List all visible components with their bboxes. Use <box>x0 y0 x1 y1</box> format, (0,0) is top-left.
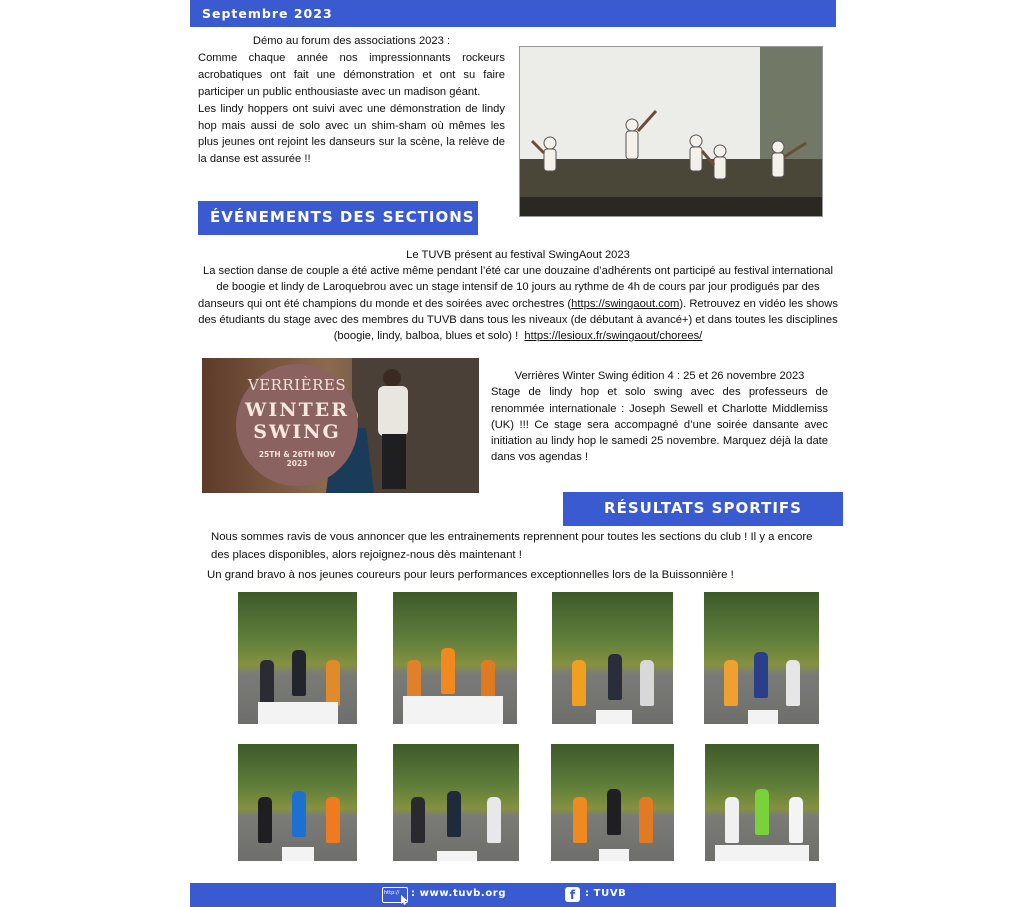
events-section-title-text: ÉVÉNEMENTS DES SECTIONS <box>210 208 475 226</box>
winter-swing-poster <box>202 358 479 493</box>
winter-swing-article <box>491 368 828 466</box>
web-icon <box>382 887 408 903</box>
poster-title-line-2: WINTER <box>244 399 349 421</box>
podium-photo <box>238 592 357 724</box>
winter-heading: Verrières Winter Swing édition 4 : 25 et 26 novembre 2023 <box>514 370 805 382</box>
poster-title-line-3: SWING <box>253 421 341 443</box>
podium-photo <box>393 592 517 724</box>
poster-badge <box>236 364 358 486</box>
header-banner <box>190 0 836 27</box>
forum-article <box>198 33 505 168</box>
header-month: Septembre 2023 <box>202 6 333 21</box>
results-section-title <box>563 492 843 526</box>
forum-paragraph-2: Les lindy hoppers ont suivi avec une démonstration de lindy hop mais aussi de solo avec un shim-sham où mêmes les plus jeunes ont rejoint les danseurs sur la scène, la relève de la danse est assurée !! <box>198 102 505 166</box>
swingout-article <box>198 247 838 344</box>
events-section-title <box>198 201 478 235</box>
web-icon-label: http:// <box>384 890 400 896</box>
results-section-title-text: RÉSULTATS SPORTIFS <box>604 499 802 517</box>
swingaout-link[interactable]: https://swingaout.com <box>571 297 680 310</box>
training-announcement: Nous sommes ravis de vous annoncer que les entrainements reprennent pour toutes les sections du club ! Il y a encore des places disponibles, alors rejoignez-nous dès maintenant ! <box>211 531 813 561</box>
podium-photo <box>393 744 519 861</box>
poster-title-line-1: VERRIÈRES <box>247 376 347 394</box>
podium-photo <box>552 592 673 724</box>
podium-photo <box>704 592 819 724</box>
forum-demo-illustration <box>520 47 823 217</box>
podium-photo <box>238 744 357 861</box>
forum-demo-photo <box>519 46 823 217</box>
facebook-icon: f <box>565 887 580 902</box>
podium-photo <box>705 744 819 861</box>
swingout-body-1: La section danse de couple a été active même pendant l’été car une douzaine d’adhérents ont participé au festival international de boogie et lindy de Laroquebrou avec un stage intensif de 10 jours au rythme de 4h de cours par jour prodigués par des danseurs qui ont été champions du monde et des soirées avec orchestres ( <box>198 265 834 310</box>
podium-photo <box>551 744 674 861</box>
facebook-link[interactable]: : TUVB <box>585 888 627 899</box>
footer-banner <box>190 883 836 907</box>
forum-paragraph-1: Comme chaque année nos impressionnants rockeurs acrobatiques ont fait une démonstration et ont su faire participer un public enthousiaste avec un madison géant. <box>198 51 505 98</box>
bravo-text: Un grand bravo à nos jeunes coureurs pour leurs performances exceptionnelles lors de la Buissonnière ! <box>207 569 734 581</box>
poster-dates: 25TH & 26TH NOV <box>258 450 336 459</box>
swingout-body-2: ). Retrouvez en vidéo les shows des étudiants du stage avec des membres du TUVB dans tous les niveaux (de débutant à avancé+) et dans toutes les disciplines (boogie, lindy, balboa, blues et solo) ! <box>198 297 838 343</box>
swingout-heading: Le TUVB présent au festival SwingAout 2023 <box>406 249 630 261</box>
winter-body: Stage de lindy hop et solo swing avec des professeurs de renommée internationale : Joseph Sewell et Charlotte Middlemiss (UK) !!! Ce stage sera accompagné d’une soirée dansante avec initiation au lindy hop le samedi 25 novembre. Marquez déjà la date dans vos agendas ! <box>491 386 828 464</box>
poster-year: 2023 <box>286 459 308 468</box>
cursor-icon <box>401 895 409 905</box>
website-link[interactable]: : www.tuvb.org <box>411 888 507 899</box>
forum-heading: Démo au forum des associations 2023 : <box>252 35 451 47</box>
chorees-link[interactable]: https://lesioux.fr/swingaout/chorees/ <box>524 330 703 343</box>
